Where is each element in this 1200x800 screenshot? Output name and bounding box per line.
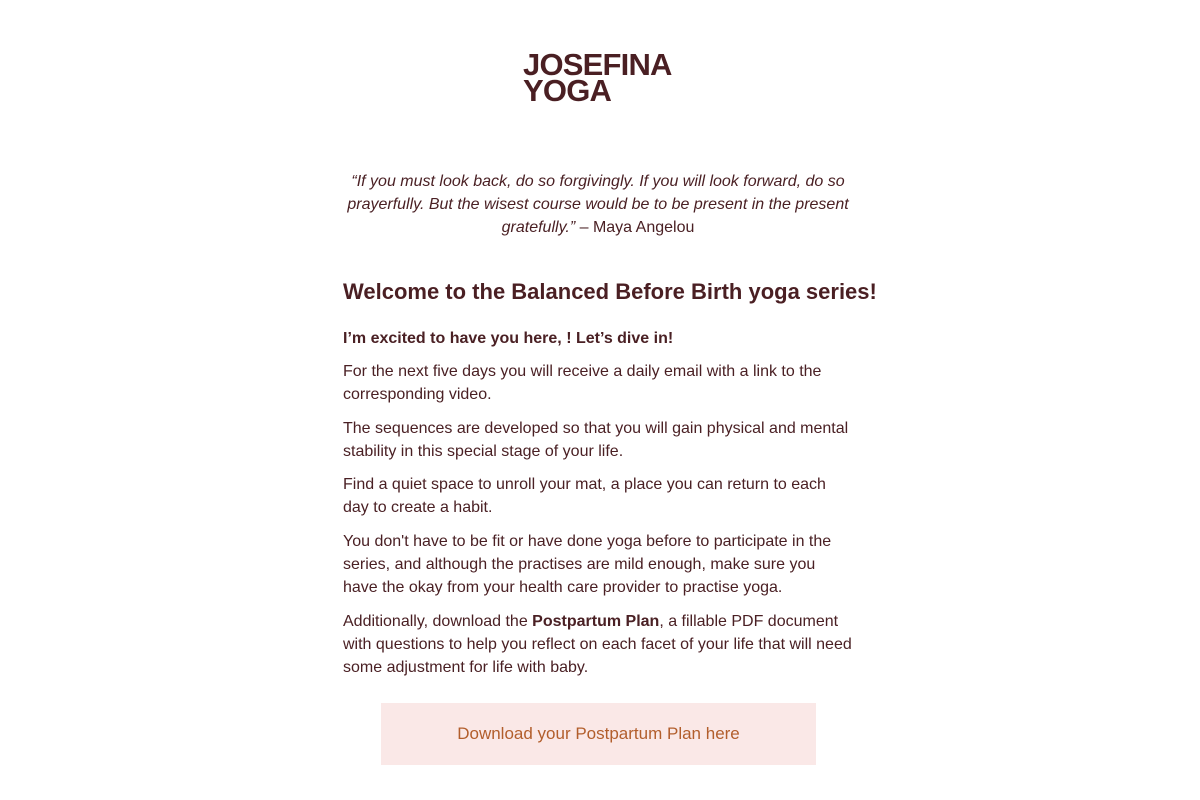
logo-line-2: YOGA bbox=[523, 73, 612, 108]
brand-logo bbox=[523, 47, 672, 108]
paragraph-requirements: You don't have to be fit or have done yoga before to participate in the series, and although the practises are mild enough, make sure you have the okay from your health care provider to practise yoga. bbox=[343, 532, 832, 597]
paragraph-space: Find a quiet space to unroll your mat, a place you can return to each day to create a habit. bbox=[343, 476, 826, 517]
quote-block bbox=[343, 170, 853, 239]
logo-line-1: JOSEFINA bbox=[523, 47, 672, 82]
download-plan-button[interactable] bbox=[381, 703, 816, 765]
paragraph-schedule: For the next five days you will receive a daily email with a link to the corresponding video. bbox=[343, 363, 822, 404]
quote-author: – Maya Angelou bbox=[579, 219, 695, 236]
download-plan-label: Download your Postpartum Plan here bbox=[457, 724, 740, 743]
paragraph-sequences: The sequences are developed so that you will gain physical and mental stability in this special stage of your life. bbox=[343, 419, 849, 460]
page-title: Welcome to the Balanced Before Birth yoga series! bbox=[343, 279, 877, 304]
paragraph-download bbox=[343, 610, 853, 680]
download-text-before: Additionally, download the bbox=[343, 612, 533, 630]
download-text-after: , a fillable PDF document with questions to help you reflect on each facet of your life that will need some adjustment for life with baby. bbox=[343, 612, 852, 677]
postpartum-plan-name: Postpartum Plan bbox=[532, 612, 660, 630]
intro-text: I’m excited to have you here, ! Let’s dive in! bbox=[343, 330, 674, 347]
quote-text: “If you must look back, do so forgivingly. If you will look forward, do so prayerfully. But the wisest course would be to be present in the present gratefully.” bbox=[347, 173, 849, 236]
email-body bbox=[343, 278, 877, 680]
